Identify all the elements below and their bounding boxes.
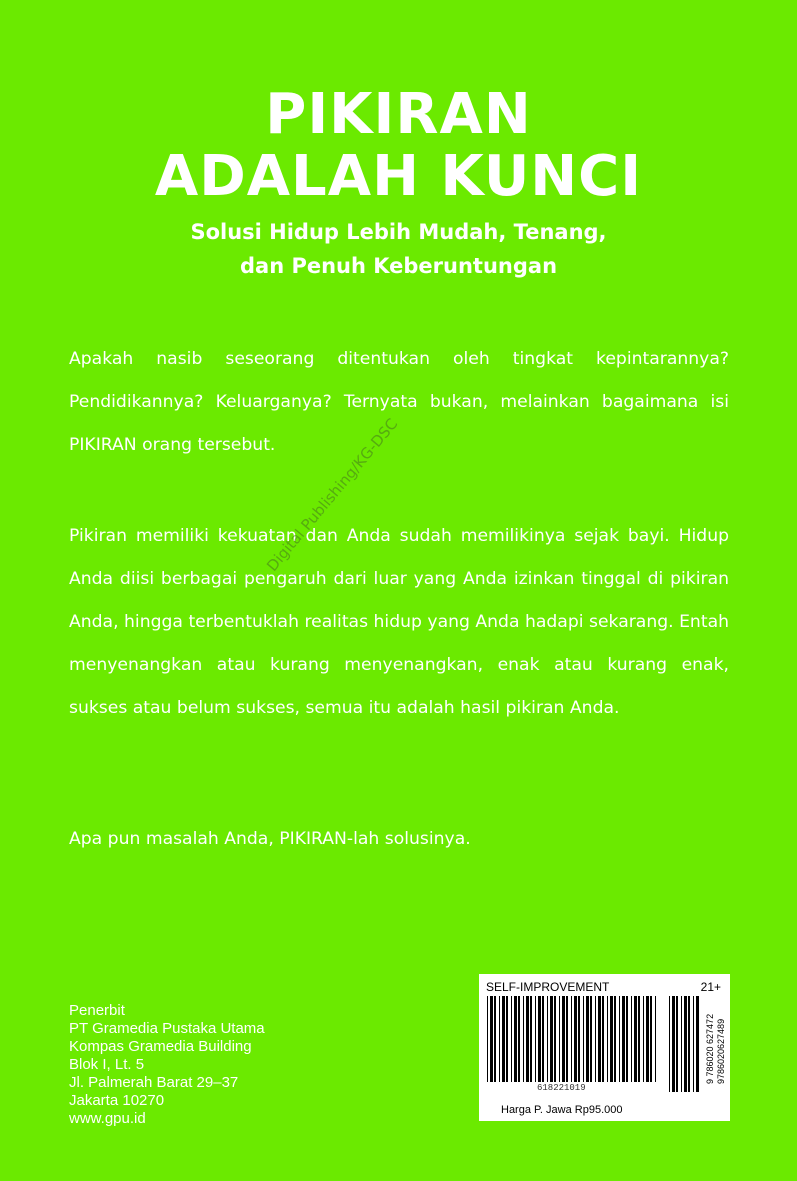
blurb-paragraph-3: Apa pun masalah Anda, PIKIRAN-lah solusinya. [69,829,471,849]
barcode-box [479,974,730,1121]
barcode-bar [550,996,553,1082]
barcode-bar [696,996,699,1092]
blurb-paragraph-1: Apakah nasib seseorang ditentukan oleh tingkat kepintarannya? Pendidikannya? Keluarganya? Ternyata bukan, melainkan bagaimana isi PIKIRAN orang tersebut. [69,349,729,455]
barcode-bar [643,996,644,1082]
barcode-bar [655,996,656,1082]
publisher-label: Penerbit [69,1002,125,1019]
barcode-bar [562,996,565,1082]
barcode-category: SELF-IMPROVEMENT [486,980,610,994]
watermark: Digital Publishing/KG-DSC [263,414,402,575]
barcode-bar [499,996,500,1082]
barcode-digits: 618221019 [537,1083,586,1093]
barcode-bar [634,996,637,1082]
barcode-bar [595,996,596,1082]
barcode-bar [542,996,544,1082]
barcode-bars [479,974,730,1121]
barcode-bar [526,996,529,1082]
publisher-name: PT Gramedia Pustaka Utama [69,1020,265,1037]
barcode-bar [638,996,640,1082]
barcode-bar [614,996,616,1082]
barcode-bar [646,996,649,1082]
barcode-bar [590,996,592,1082]
barcode-bar [693,996,694,1092]
barcode-bar [487,996,488,1082]
barcode-bar [607,996,608,1082]
barcode-main-bars [487,996,656,1082]
barcode-bar [514,996,517,1082]
book-title-line-1: PIKIRAN [265,82,532,147]
barcode-bar [586,996,589,1082]
barcode-bar [610,996,613,1082]
barcode-bar [523,996,524,1082]
barcode-bar [554,996,556,1082]
barcode-bar [530,996,532,1082]
publisher-street: Jl. Palmerah Barat 29–37 [69,1074,239,1091]
barcode-price: Harga P. Jawa Rp95.000 [501,1104,623,1116]
barcode-bar [538,996,541,1082]
publisher-website: www.gpu.id [69,1110,146,1127]
barcode-bar [650,996,652,1082]
barcode-bar [626,996,628,1082]
barcode-bar [518,996,520,1082]
barcode-isbn-line-2: 9786020627489 [716,1018,726,1084]
barcode-bar [511,996,512,1082]
barcode-bar [598,996,601,1082]
publisher-city: Jakarta 10270 [69,1092,165,1109]
barcode-bar [669,996,670,1092]
barcode-isbn [705,1013,727,1084]
book-title-line-2: ADALAH KUNCI [154,144,643,209]
publisher-info [69,1002,265,1128]
barcode-bar [681,996,682,1092]
barcode-bar [490,996,493,1082]
barcode-bar [631,996,632,1082]
barcode-age-rating: 21+ [700,980,721,994]
barcode-bar [583,996,584,1082]
barcode-bar [688,996,690,1092]
barcode-bar [574,996,577,1082]
barcode-bar [547,996,548,1082]
barcode-bar [559,996,560,1082]
barcode-bar [571,996,572,1082]
barcode-bar [566,996,568,1082]
barcode-isbn-line-1: 9 786020 627472 [705,1013,715,1084]
barcode-bar [684,996,687,1092]
barcode-bar [578,996,580,1082]
barcode-side-bars [669,996,699,1092]
barcode-bar [622,996,625,1082]
book-subtitle-line-2: dan Penuh Keberuntungan [239,254,558,278]
barcode-bar [535,996,536,1082]
barcode-bar [502,996,505,1082]
barcode-bar [506,996,508,1082]
barcode-bar [672,996,675,1092]
barcode-bar [676,996,678,1092]
publisher-building: Kompas Gramedia Building [69,1038,252,1055]
blurb-paragraph-2: Pikiran memiliki kekuatan dan Anda sudah memilikinya sejak bayi. Hidup Anda diisi berbagai pengaruh dari luar yang Anda izinkan tinggal di pikiran Anda, hingga terbentuklah realitas hidup yang Anda hadapi sekarang. Entah menyenangkan atau kurang menyenangkan, enak atau kurang enak, sukses atau belum sukses, semua itu adalah hasil pikiran Anda. [69,526,729,718]
barcode-bar [602,996,604,1082]
barcode-bar [494,996,496,1082]
publisher-block: Blok I, Lt. 5 [69,1056,145,1073]
book-subtitle-line-1: Solusi Hidup Lebih Mudah, Tenang, [190,220,607,244]
barcode-bar [619,996,620,1082]
